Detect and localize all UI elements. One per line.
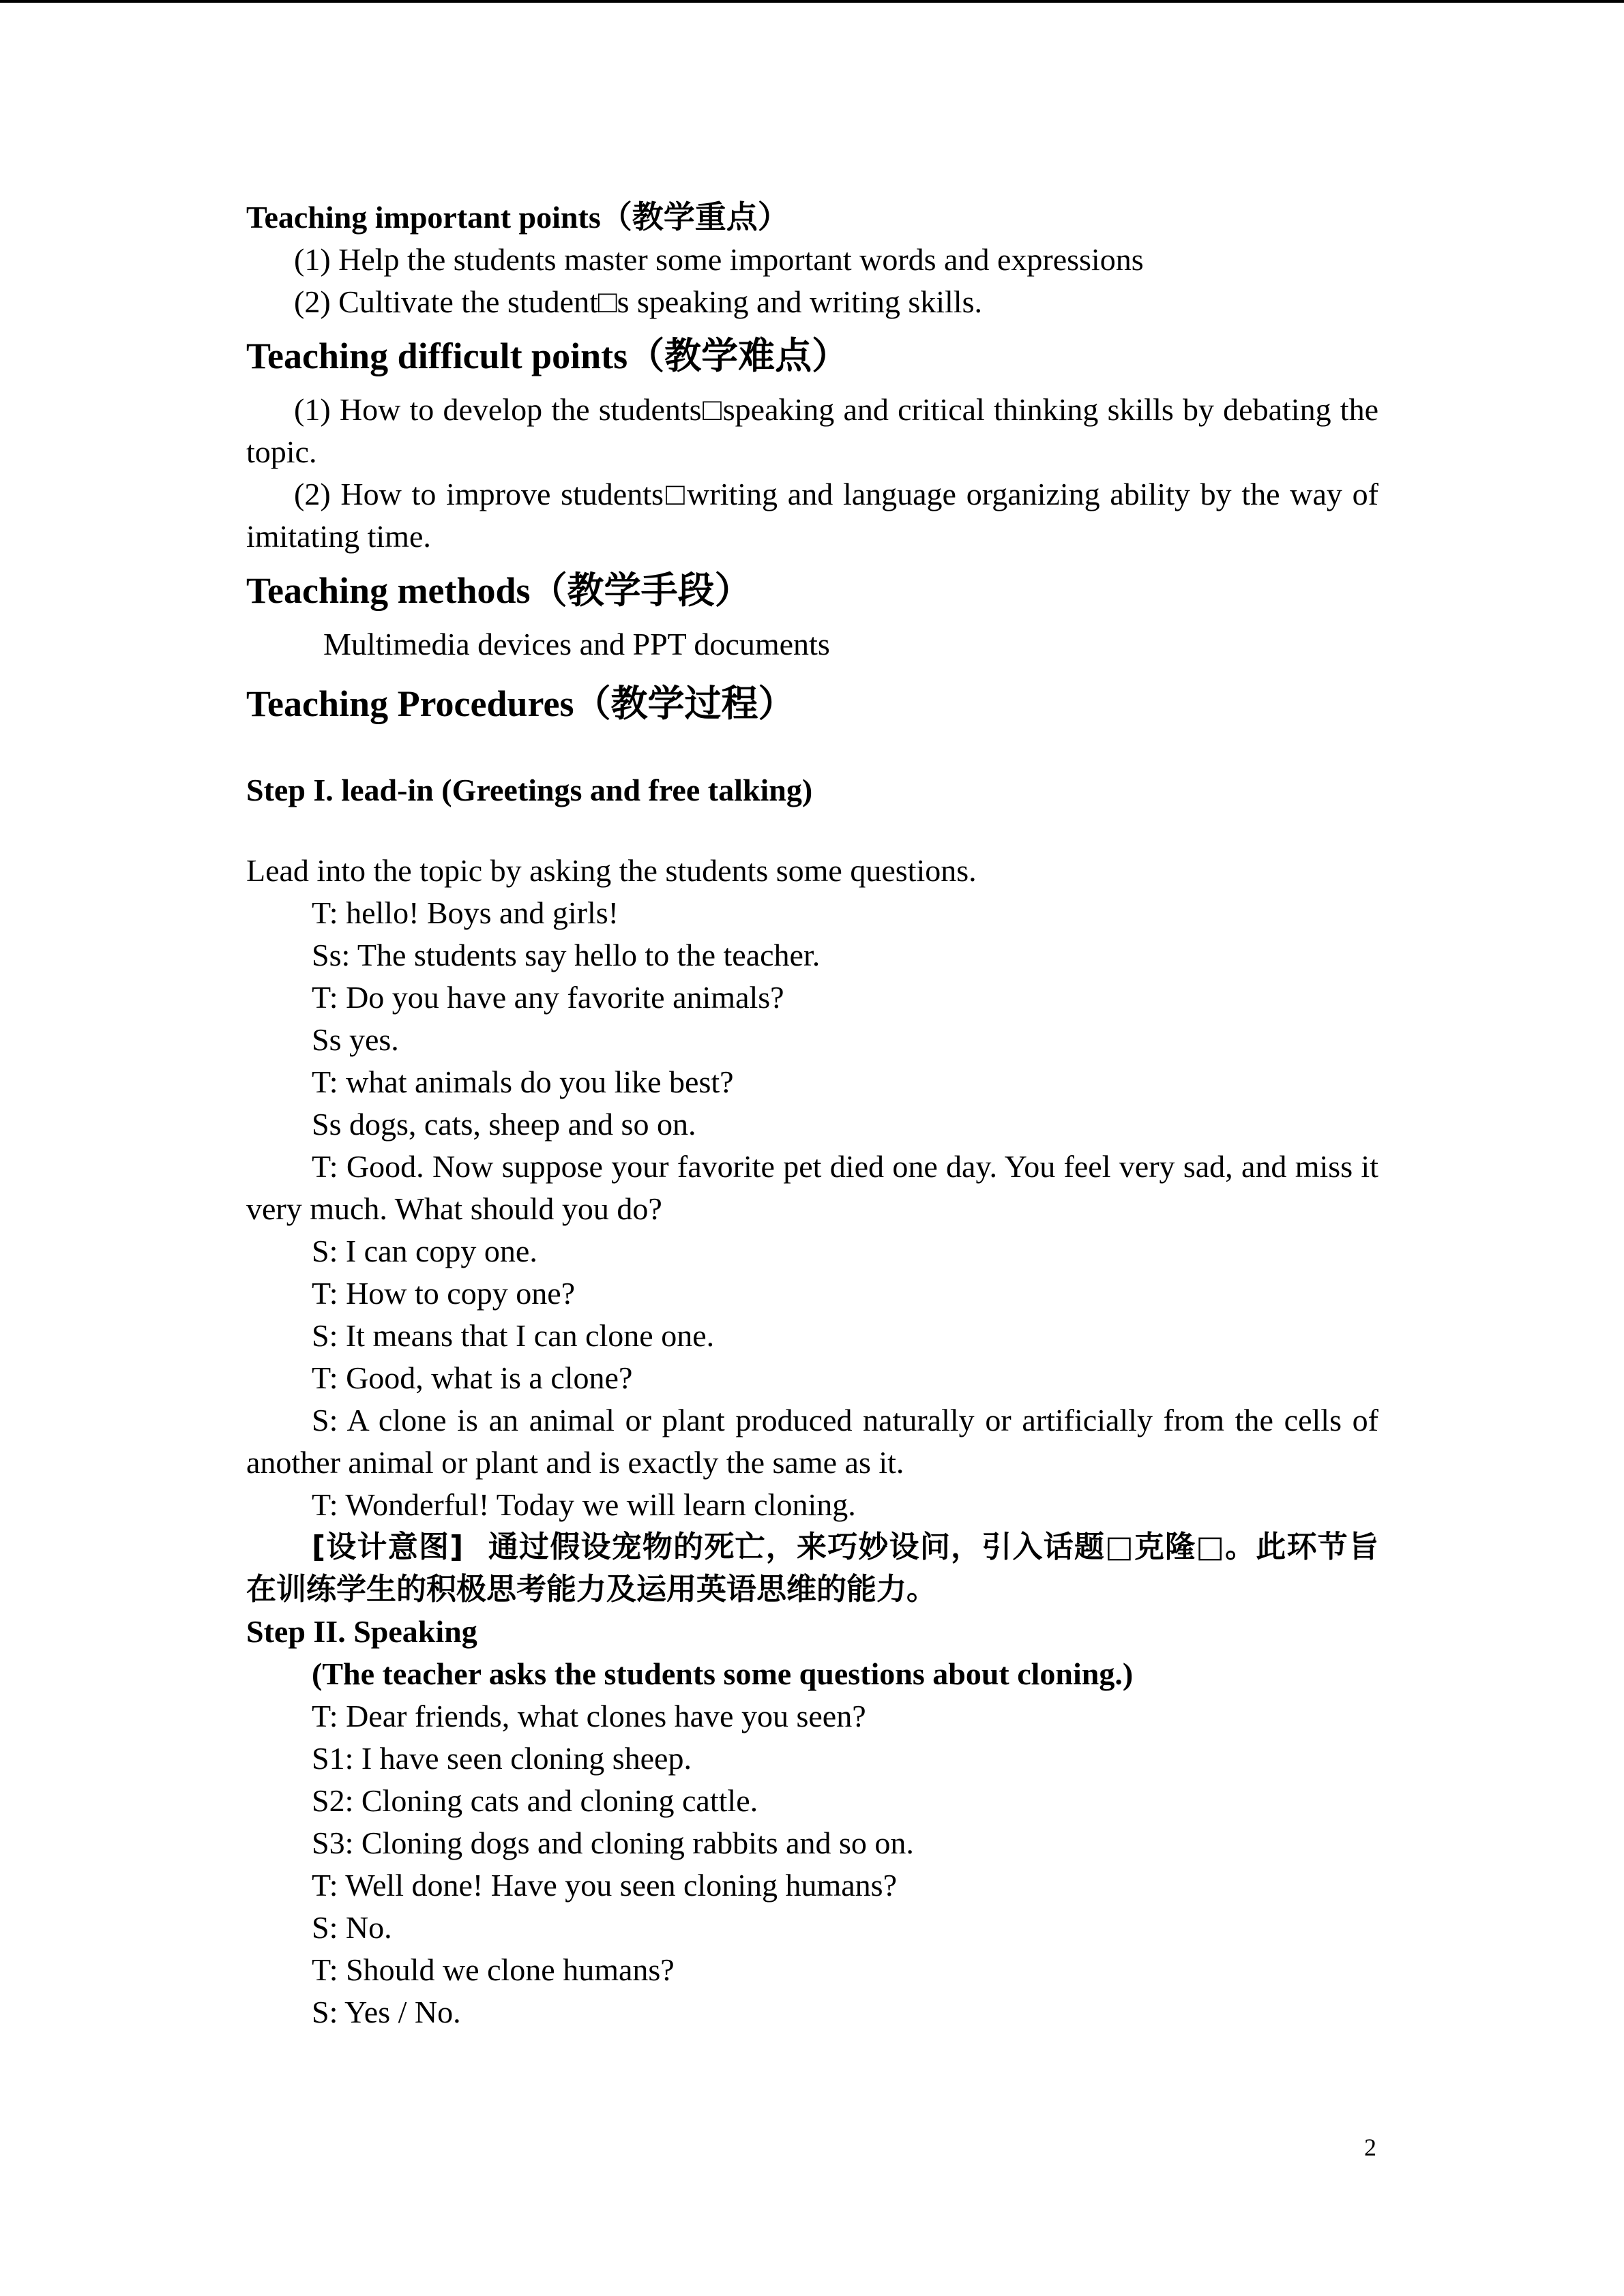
difficult-point-1: (1) How to develop the students□speaking and critical thinking skills by debating the topic. [246, 392, 1378, 469]
heading-teaching-procedures: Teaching Procedures（教学过程） [246, 683, 795, 724]
heading-important-points: Teaching important points（教学重点） [246, 200, 789, 235]
difficult-point-2: (2) How to improve students□writing and language organizing ability by the way of imitating time. [246, 477, 1378, 554]
dialogue-line: Ss dogs, cats, sheep and so on. [312, 1107, 696, 1142]
dialogue-line: S: Yes / No. [312, 1995, 461, 2029]
step1-intro: Lead into the topic by asking the students some questions. [246, 853, 977, 888]
dialogue-line: T: hello! Boys and girls! [312, 895, 619, 930]
dialogue-line: S: No. [312, 1910, 392, 1945]
heading-teaching-methods: Teaching methods（教学手段） [246, 570, 752, 611]
teaching-methods-text: Multimedia devices and PPT documents [323, 627, 830, 661]
important-point-1: (1) Help the students master some important words and expressions [294, 242, 1144, 277]
important-point-2: (2) Cultivate the student□s speaking and writing skills. [294, 284, 982, 319]
design-intent-text: 通过假设宠物的死亡，来巧妙设问，引入话题□克隆□。此环节旨在训练学生的积极思考能力及运用英语思维的能力。 [246, 1530, 1378, 1607]
design-intent [246, 1526, 1378, 1611]
step2-note: (The teacher asks the students some questions about cloning.) [312, 1656, 1134, 1691]
dialogue-line: T: what animals do you like best? [312, 1064, 734, 1099]
page-number: 2 [1364, 2134, 1376, 2161]
dialogue-line: T: Dear friends, what clones have you seen? [312, 1699, 866, 1733]
dialogue-line: T: Should we clone humans? [312, 1952, 675, 1987]
dialogue-line: Ss: The students say hello to the teacher. [312, 938, 821, 972]
dialogue-line: S: I can copy one. [312, 1234, 537, 1268]
dialogue-line: S3: Cloning dogs and cloning rabbits and so on. [312, 1825, 914, 1860]
step2-heading: Step II. Speaking [246, 1614, 477, 1649]
top-border-line [0, 0, 1624, 3]
dialogue-line: T: Wonderful! Today we will learn cloning. [312, 1487, 856, 1522]
dialogue-line: T: Do you have any favorite animals? [312, 980, 784, 1015]
dialogue-long-line: S: A clone is an animal or plant produced naturally or artificially from the cells of another animal or plant and is exactly the same as it. [246, 1403, 1378, 1480]
dialogue-long-line: T: Good. Now suppose your favorite pet died one day. You feel very sad, and miss it very much. What should you do? [246, 1149, 1378, 1226]
step1-heading: Step I. lead-in (Greetings and free talking) [246, 773, 813, 807]
dialogue-line: S1: I have seen cloning sheep. [312, 1741, 692, 1776]
heading-difficult-points: Teaching difficult points（教学难点） [246, 336, 849, 376]
dialogue-line: T: How to copy one? [312, 1276, 576, 1311]
dialogue-line: S: It means that I can clone one. [312, 1318, 715, 1353]
dialogue-line: T: Well done! Have you seen cloning humans? [312, 1868, 897, 1903]
dialogue-line: T: Good, what is a clone? [312, 1360, 633, 1395]
design-intent-label: [设计意图] [312, 1530, 464, 1564]
dialogue-line: Ss yes. [312, 1022, 399, 1057]
dialogue-line: S2: Cloning cats and cloning cattle. [312, 1783, 758, 1818]
document-page [246, 196, 1378, 2033]
